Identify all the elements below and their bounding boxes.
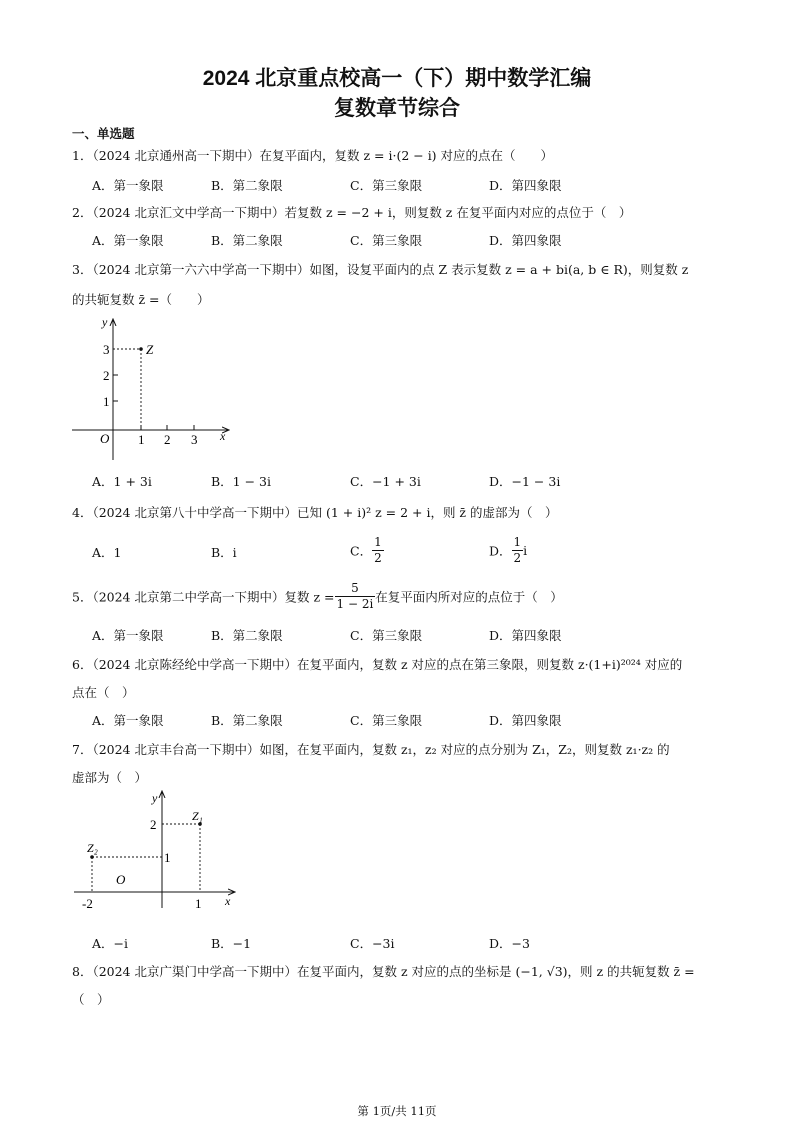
question-1: 1．（2024 北京通州高一下期中）在复平面内，复数 z = i·(2 − i) 对应的点在（ ）	[72, 148, 554, 163]
q3-point-label: Z	[146, 342, 154, 357]
q1-option-d: D．第四象限	[489, 178, 562, 193]
q7-option-d: D．−3	[489, 936, 530, 951]
q4-option-a: A．1	[92, 545, 122, 560]
question-5: 5．（2024 北京第二中学高一下期中）复数 z = $\frac{5}{1 - 2i}$ 在复平面内所对应的点位于（ ）	[72, 581, 563, 611]
q7-x-label: x	[225, 894, 231, 908]
q7-figure	[70, 786, 240, 912]
q3-option-d: D．−1 − 3i	[489, 474, 561, 489]
page-subtitle: 复数章节综合	[334, 97, 460, 120]
question-6-line2: 点在（ ）	[72, 685, 135, 700]
q3-option-c: C．−1 + 3i	[350, 474, 421, 489]
q7-y-label: y	[152, 791, 158, 805]
question-2: 2．（2024 北京汇文中学高一下期中）若复数 z = −2 + i，则复数 z 在复平面内对应的点位于（ ）	[72, 205, 632, 220]
q3-option-a: A．1 + 3i	[92, 474, 152, 489]
q4-d-den: 2	[513, 551, 522, 565]
question-6: 6．（2024 北京陈经纶中学高一下期中）在复平面内，复数 z 对应的点在第三象限，则复数 z·(1+i)²⁰²⁴ 对应的	[72, 657, 683, 672]
question-7: 7．（2024 北京丰台高一下期中）如图，在复平面内，复数 z₁，z₂ 对应的点分别为 Z₁，Z₂，则复数 z₁·z₂ 的	[72, 742, 670, 757]
q4-d-suffix: i	[523, 543, 528, 558]
q6-option-a: A．第一象限	[92, 713, 164, 728]
q1-option-c: C．第三象限	[350, 178, 423, 193]
page-title: 2024 北京重点校高一（下）期中数学汇编	[202, 67, 592, 90]
q2-option-a: A．第一象限	[92, 233, 164, 248]
q6-option-c: C．第三象限	[350, 713, 423, 728]
question-8: 8．（2024 北京广渠门中学高一下期中）在复平面内，复数 z 对应的点的坐标是 (−1, √3)，则 z 的共轭复数 z̄ =	[72, 964, 695, 979]
page-footer: 第 1页/共 11页	[357, 1104, 437, 1118]
q5-option-b: B．第二象限	[211, 628, 283, 643]
q3-point-z	[139, 347, 143, 351]
q7-option-b: B．−1	[211, 936, 252, 951]
q4-d-num: 1	[513, 535, 522, 549]
q4-option-b: B．i	[211, 545, 237, 560]
q5-frac-den: 1 − 2i	[336, 597, 374, 611]
q3-y-tick-3: 3	[103, 342, 110, 357]
q7-option-c: C．−3i	[350, 936, 395, 951]
q7-point2-label: Z₂	[87, 841, 98, 855]
q3-x-label: x	[220, 429, 226, 443]
q4-option-c: C． $\frac{1}{2}$	[350, 535, 382, 565]
q3-x-tick-3: 3	[191, 432, 198, 447]
question-3-line2: 的共轭复数 z̄ =（ ）	[72, 292, 210, 307]
question-4: 4．（2024 北京第八十中学高一下期中）已知 (1 + i)² z = 2 + i，则 z̄ 的虚部为（ ）	[72, 505, 558, 520]
q7-x-tick-1: 1	[195, 896, 202, 911]
q3-y-tick-1: 1	[103, 394, 110, 409]
q7-origin: O	[116, 872, 126, 887]
q1-option-b: B．第二象限	[211, 178, 283, 193]
q6-option-d: D．第四象限	[489, 713, 562, 728]
q4-c-num: 1	[374, 535, 382, 549]
q7-point1-label: Z₁	[192, 809, 203, 823]
q3-x-tick-1: 1	[138, 432, 145, 447]
q5-frac-num: 5	[335, 581, 376, 597]
q4-option-d: D． $\frac{1}{2}$ i	[489, 535, 528, 565]
q2-option-b: B．第二象限	[211, 233, 283, 248]
q3-y-tick-2: 2	[103, 368, 110, 383]
q7-y-tick-2: 2	[150, 817, 157, 832]
q7-option-a: A．−i	[92, 936, 128, 951]
question-8-line2: （ ）	[72, 992, 110, 1007]
q2-option-c: C．第三象限	[350, 233, 423, 248]
q4-c-den: 2	[374, 551, 382, 565]
q3-option-b: B．1 − 3i	[211, 474, 272, 489]
q5-option-d: D．第四象限	[489, 628, 562, 643]
q3-x-tick-2: 2	[164, 432, 171, 447]
q5-option-c: C．第三象限	[350, 628, 423, 643]
q7-x-tick-m2: -2	[82, 896, 93, 911]
q7-y-tick-1: 1	[164, 850, 171, 865]
q6-option-b: B．第二象限	[211, 713, 283, 728]
q1-option-a: A．第一象限	[92, 178, 164, 193]
question-3: 3．（2024 北京第一六六中学高一下期中）如图，设复平面内的点 Z 表示复数 z = a + bi(a, b ∈ R)，则复数 z	[72, 262, 689, 277]
q5-option-a: A．第一象限	[92, 628, 164, 643]
q3-figure	[68, 312, 238, 462]
question-7-line2: 虚部为（ ）	[72, 770, 148, 785]
q7-point-z2	[90, 855, 94, 859]
q3-origin: O	[100, 431, 110, 446]
q3-y-label: y	[102, 315, 108, 329]
section-heading: 一、单选题	[72, 127, 135, 141]
q2-option-d: D．第四象限	[489, 233, 562, 248]
